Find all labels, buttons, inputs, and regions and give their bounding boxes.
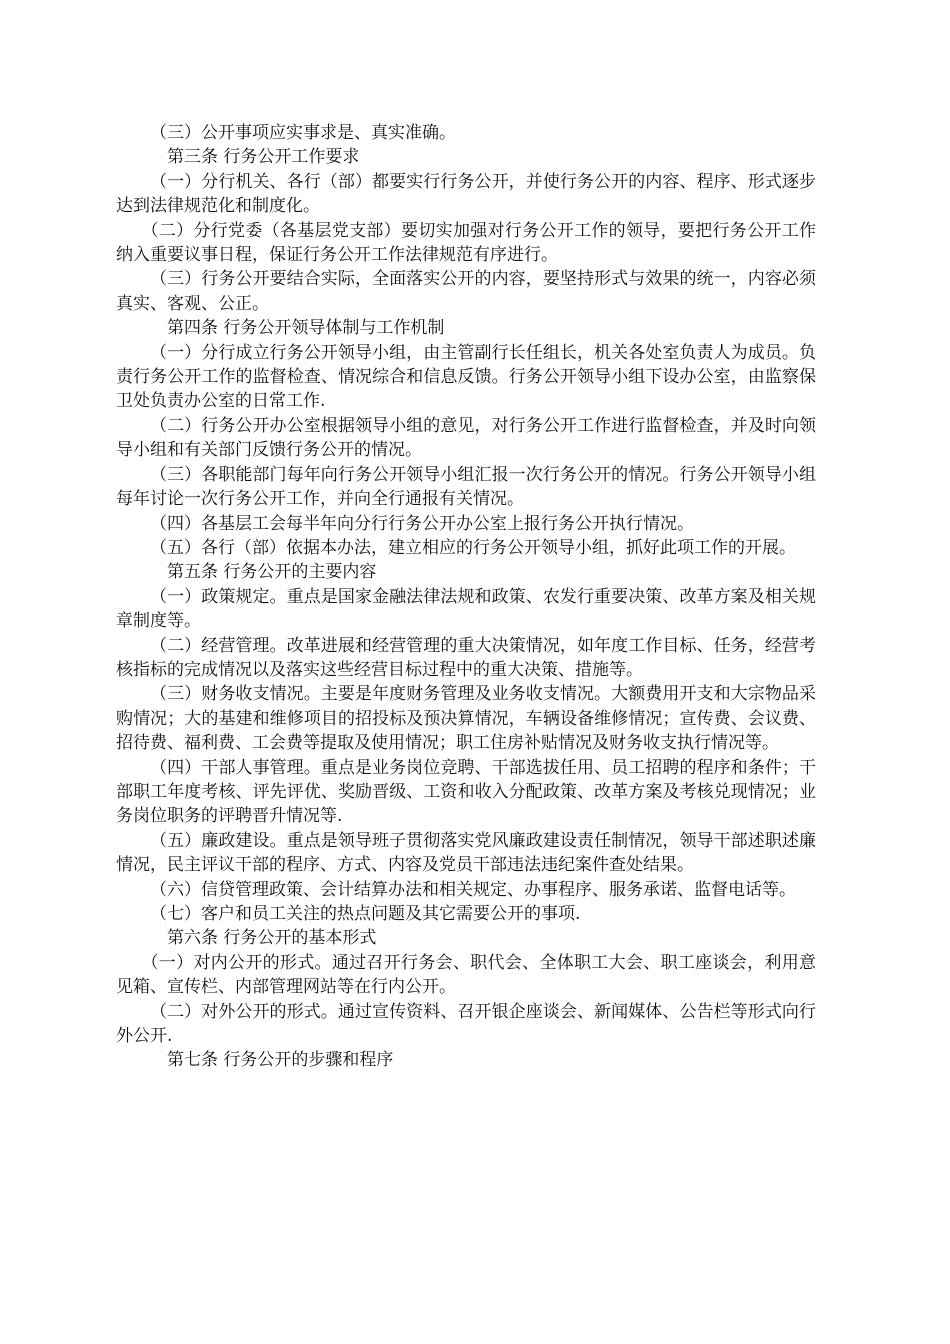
paragraph: （四）各基层工会每半年向分行行务公开办公室上报行务公开执行情况。 xyxy=(150,513,694,534)
paragraph: （七）客户和员工关注的热点问题及其它需要公开的事项. xyxy=(150,904,581,924)
paragraph: （一）分行成立行务公开领导小组，由主管副行长任组长，机关各处室负责人为成员。负责行务公开工作的监督检查、情况综合和信息反馈。行务公开领导小组下设办公室，由监察保卫处负责办公室的日常工作. xyxy=(116,342,816,412)
paragraph: （三）公开事项应实事求是、真实准确。 xyxy=(150,123,456,143)
paragraph: （一）对内公开的形式。通过召开行务会、职代会、全体职工大会、职工座谈会，利用意见箱、宣传栏、内部管理网站等在行内公开。 xyxy=(116,952,816,998)
document-body xyxy=(116,121,816,1073)
article-heading: 第三条 行务公开工作要求 xyxy=(167,147,360,168)
article-heading: 第五条 行务公开的主要内容 xyxy=(167,562,377,583)
paragraph: （四）干部人事管理。重点是业务岗位竞聘、干部选拔任用、员工招聘的程序和条件；干部职工年度考核、评先评优、奖励晋级、工资和收入分配政策、改革方案及考核兑现情况；业务岗位职务的评聘晋升情况等. xyxy=(116,757,816,827)
paragraph: （二）对外公开的形式。通过宣传资料、召开银企座谈会、新闻媒体、公告栏等形式向行外公开. xyxy=(116,1001,816,1047)
article-heading: 第四条 行务公开领导体制与工作机制 xyxy=(167,318,445,339)
paragraph: （二）行务公开办公室根据领导小组的意见，对行务公开工作进行监督检查，并及时向领导小组和有关部门反馈行务公开的情况。 xyxy=(116,415,816,461)
paragraph: （一）政策规定。重点是国家金融法律法规和政策、农发行重要决策、改革方案及相关规章制度等。 xyxy=(116,586,816,632)
paragraph: （五）廉政建设。重点是领导班子贯彻落实党风廉政建设责任制情况，领导干部述职述廉情况，民主评议干部的程序、方式、内容及党员干部违法违纪案件查处结果。 xyxy=(116,830,816,876)
paragraph: （三）各职能部门每年向行务公开领导小组汇报一次行务公开的情况。行务公开领导小组每年讨论一次行务公开工作，并向全行通报有关情况。 xyxy=(116,464,816,510)
paragraph: （三）行务公开要结合实际，全面落实公开的内容，要坚持形式与效果的统一，内容必须真实、客观、公正。 xyxy=(116,269,816,314)
article-heading: 第六条 行务公开的基本形式 xyxy=(167,928,377,949)
paragraph: （二）分行党委（各基层党支部）要切实加强对行务公开工作的领导，要把行务公开工作纳入重要议事日程，保证行务公开工作法律规范有序进行。 xyxy=(116,220,816,266)
paragraph: （三）财务收支情况。主要是年度财务管理及业务收支情况。大额费用开支和大宗物品采购情况；大的基建和维修项目的招投标及预决算情况，车辆设备维修情况；宣传费、会议费、招待费、福利费、工会费等提取及使用情况；职工住房补贴情况及财务收支执行情况等。 xyxy=(116,684,816,754)
paragraph: （二）经营管理。改革进展和经营管理的重大决策情况，如年度工作目标、任务，经营考核指标的完成情况以及落实这些经营目标过程中的重大决策、措施等。 xyxy=(116,635,816,680)
paragraph: （一）分行机关、各行（部）都要实行行务公开，并使行务公开的内容、程序、形式逐步达到法律规范化和制度化。 xyxy=(116,171,816,217)
paragraph: （五）各行（部）依据本办法，建立相应的行务公开领导小组，抓好此项工作的开展。 xyxy=(150,537,796,558)
paragraph: （六）信贷管理政策、会计结算办法和相关规定、办事程序、服务承诺、监督电话等。 xyxy=(150,879,796,900)
article-heading: 第七条 行务公开的步骤和程序 xyxy=(167,1050,394,1071)
